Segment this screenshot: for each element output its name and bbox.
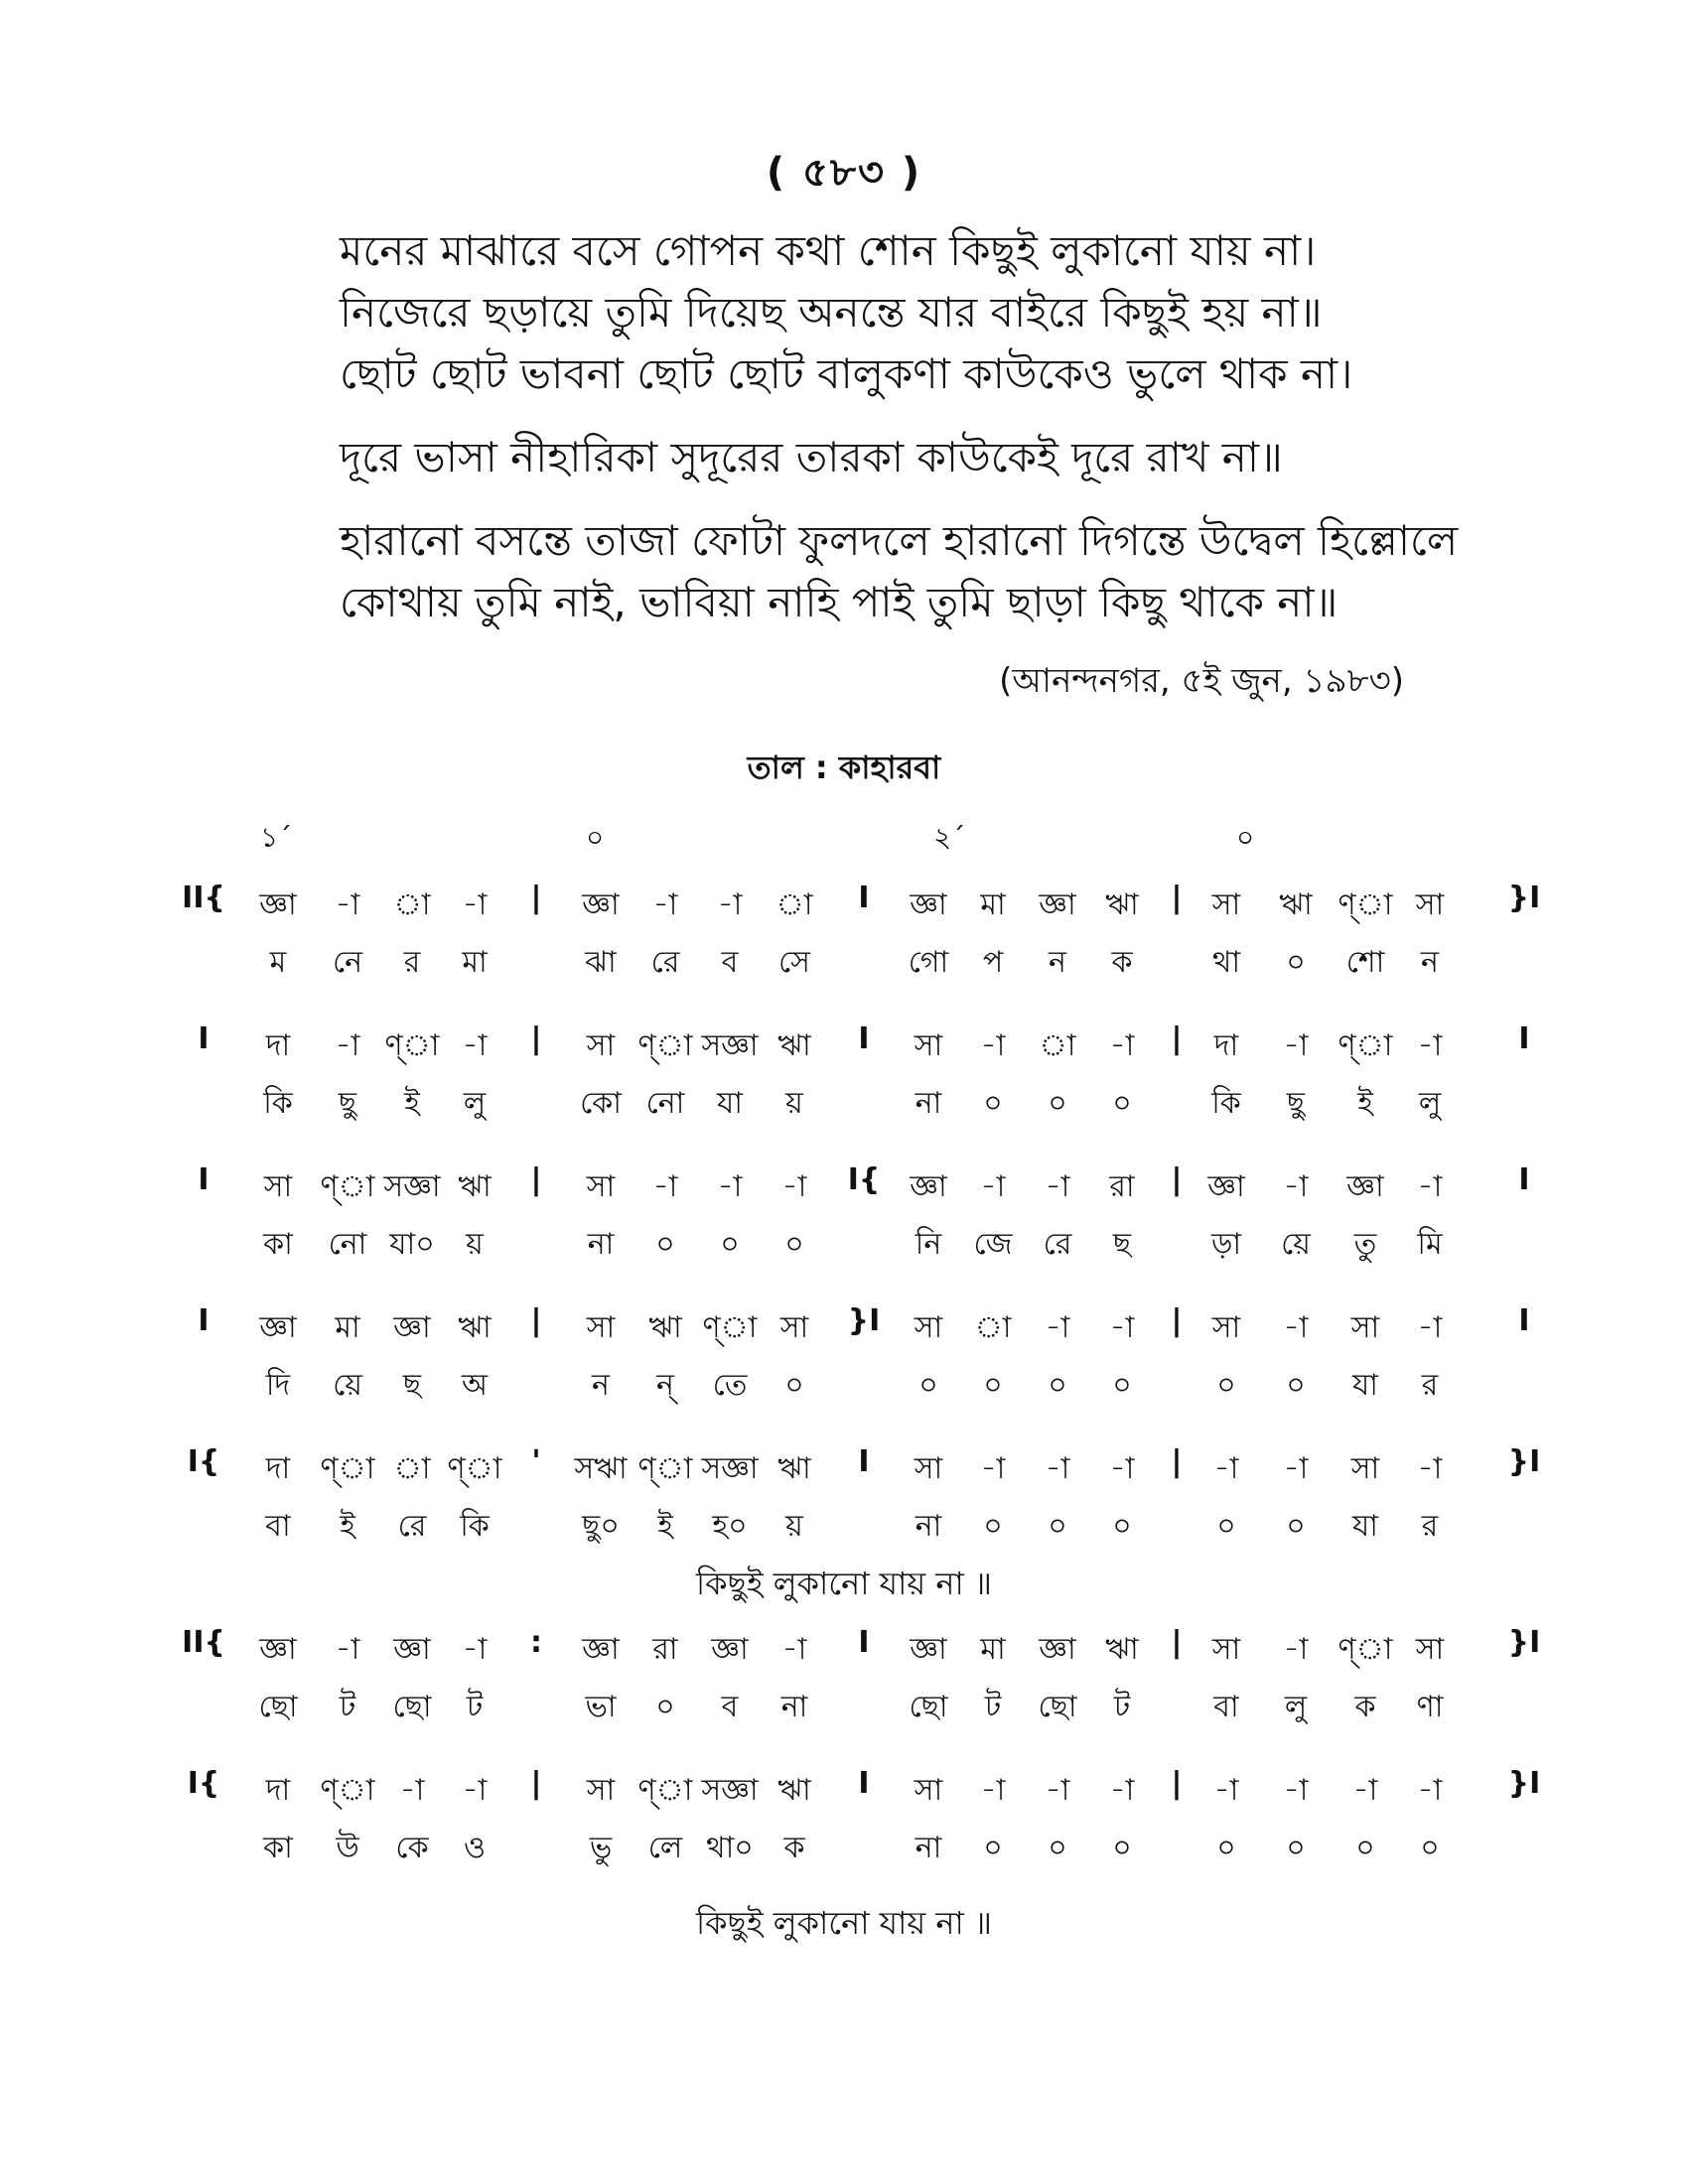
- swara-note: ঋা: [1105, 887, 1139, 922]
- swara-row: [0, 1162, 1688, 1202]
- lyric-syllable: ০: [720, 1227, 740, 1262]
- bar-line: I: [1518, 1162, 1530, 1197]
- beat-marker: ২´: [933, 821, 966, 854]
- swara-note: জ্ঞা: [910, 1632, 947, 1667]
- swara-note: ঋা: [777, 1028, 811, 1063]
- swara-note: -া: [781, 1169, 807, 1204]
- lyric-row: [0, 938, 1688, 978]
- bar-line: I: [1518, 1303, 1530, 1338]
- lyric-syllable: প: [982, 945, 1004, 980]
- lyric-syllable: শো: [1345, 945, 1385, 980]
- swara-note: -া: [1283, 1773, 1309, 1808]
- swara-note: -া: [1417, 1451, 1443, 1486]
- lyric-syllable: ভা: [585, 1690, 617, 1724]
- swara-note: সা: [586, 1169, 616, 1204]
- lyric-syllable: র: [1421, 1509, 1439, 1544]
- swara-note: -া: [1045, 1451, 1070, 1486]
- bar-line: I{: [187, 1444, 220, 1479]
- lyric-syllable: ক: [1354, 1690, 1376, 1724]
- bar-line: I{: [187, 1766, 220, 1801]
- lyric-syllable: য়: [785, 1509, 803, 1544]
- lyric-syllable: ০: [1216, 1368, 1236, 1403]
- swara-note: -া: [717, 887, 743, 922]
- swara-note: ঋা: [458, 1310, 492, 1345]
- bar-line: |: [1171, 1303, 1183, 1338]
- lyric-syllable: না: [780, 1690, 808, 1724]
- swara-note: -া: [980, 1169, 1006, 1204]
- bar-line: ': [531, 1444, 541, 1479]
- lyric-syllable: ০: [1048, 1368, 1067, 1403]
- lyric-syllable: লু: [1284, 1690, 1308, 1724]
- lyric-syllable: তু: [1353, 1227, 1377, 1262]
- poem-line: দূরে ভাসা নীহারিকা সুদূরের তারকা কাউকেই দূরে রাখ না॥: [340, 433, 1283, 481]
- swara-note: -া: [1417, 1028, 1443, 1063]
- lyric-syllable: রে: [397, 1509, 427, 1544]
- lyric-syllable: যা: [1352, 1509, 1378, 1544]
- bar-line: I{: [847, 1162, 881, 1197]
- poem-line: হারানো বসন্তে তাজা ফোটা ফুলদলে হারানো দিগন্তে উদ্বেল হিল্লোলে: [340, 516, 1459, 565]
- swara-note: ণ্া: [637, 1773, 693, 1808]
- lyric-syllable: কি: [263, 1086, 293, 1121]
- swara-note: জ্ঞা: [1039, 887, 1076, 922]
- lyric-syllable: ই: [1357, 1086, 1373, 1121]
- bar-line: |: [530, 1766, 542, 1801]
- swara-note: জ্ঞা: [259, 887, 297, 922]
- swara-note: ণ্া: [384, 1028, 440, 1063]
- lyric-syllable: ০: [1048, 1086, 1067, 1121]
- lyric-syllable: ০: [1112, 1368, 1132, 1403]
- lyric-syllable: দি: [265, 1368, 291, 1403]
- lyric-syllable: ট: [339, 1690, 356, 1724]
- lyric-syllable: ই: [404, 1086, 420, 1121]
- swara-note: -া: [652, 1169, 678, 1204]
- swara-note: ঋা: [1105, 1632, 1139, 1667]
- swara-note: সা: [1211, 1632, 1241, 1667]
- bar-line: I: [1518, 1022, 1530, 1056]
- swara-note: -া: [462, 1773, 488, 1808]
- swara-note: া: [393, 1451, 431, 1486]
- lyric-syllable: কে: [395, 1831, 429, 1865]
- swara-row: [0, 1303, 1688, 1343]
- bar-line: I: [858, 1766, 870, 1801]
- poem-line: নিজেরে ছড়ায়ে তুমি দিয়েছ অনন্তে যার বাইরে কিছুই হয় না॥: [340, 288, 1323, 337]
- lyric-syllable: থা: [1211, 945, 1241, 980]
- swara-note: জ্ঞা: [582, 887, 620, 922]
- bar-line: |: [1171, 881, 1183, 915]
- swara-note: -া: [1417, 1773, 1443, 1808]
- swara-note: -া: [1109, 1028, 1135, 1063]
- lyric-syllable: থা০: [706, 1831, 754, 1865]
- bar-line: II{: [182, 1625, 225, 1660]
- bar-line: |: [1171, 1766, 1183, 1801]
- lyric-row: [0, 1824, 1688, 1863]
- lyric-syllable: ছো: [258, 1690, 298, 1724]
- lyric-syllable: না: [914, 1509, 942, 1544]
- swara-note: সজ্ঞা: [701, 1773, 759, 1808]
- lyric-syllable: ন্: [656, 1368, 674, 1403]
- swara-note: জ্ঞা: [259, 1632, 297, 1667]
- swara-note: -া: [1283, 1632, 1309, 1667]
- bar-line: I: [198, 1162, 210, 1197]
- swara-note: সা: [1350, 1310, 1380, 1345]
- lyric-syllable: ছু: [338, 1086, 357, 1121]
- swara-note: দা: [1213, 1028, 1239, 1063]
- lyric-syllable: ০: [1286, 1831, 1306, 1865]
- swara-note: মা: [980, 1632, 1006, 1667]
- swara-note: -া: [1213, 1773, 1239, 1808]
- swara-note: সা: [914, 1773, 943, 1808]
- lyric-syllable: নো: [645, 1086, 685, 1121]
- swara-note: জ্ঞা: [1346, 1169, 1384, 1204]
- lyric-syllable: জে: [973, 1227, 1013, 1262]
- beat-marker: ১´: [260, 821, 293, 854]
- lyric-syllable: ও: [463, 1831, 487, 1865]
- lyric-syllable: না: [914, 1086, 942, 1121]
- lyric-syllable: ছ: [402, 1368, 422, 1403]
- lyric-syllable: ০: [784, 1368, 804, 1403]
- lyric-syllable: ০: [1112, 1509, 1132, 1544]
- lyric-syllable: লু: [1418, 1086, 1442, 1121]
- lyric-syllable: কো: [580, 1086, 622, 1121]
- beat-marker: ০: [1236, 821, 1255, 854]
- swara-note: সা: [1350, 1451, 1380, 1486]
- dateline: (আনন্দনগর, ৫ই জুন, ১৯৮৩): [999, 661, 1404, 701]
- swara-note: ণ্া: [320, 1773, 375, 1808]
- lyric-syllable: ০: [1286, 1368, 1306, 1403]
- swara-row: [0, 1625, 1688, 1665]
- swara-note: া: [1039, 1028, 1076, 1063]
- swara-note: -া: [1283, 1169, 1309, 1204]
- lyric-syllable: ০: [1048, 1831, 1067, 1865]
- swara-note: -া: [652, 887, 678, 922]
- lyric-syllable: য়ে: [1281, 1227, 1311, 1262]
- lyric-syllable: যা: [1352, 1368, 1378, 1403]
- swara-note: ণ্া: [637, 1451, 693, 1486]
- swara-note: -া: [980, 1451, 1006, 1486]
- swara-note: -া: [1213, 1451, 1239, 1486]
- lyric-syllable: ০: [1286, 1509, 1306, 1544]
- swara-note: মা: [980, 887, 1006, 922]
- swara-note: সঋা: [574, 1451, 628, 1486]
- swara-note: সা: [779, 1310, 809, 1345]
- swara-note: সজ্ঞা: [383, 1169, 441, 1204]
- swara-note: -া: [1417, 1169, 1443, 1204]
- lyric-syllable: ক: [1111, 945, 1133, 980]
- bar-line: II{: [182, 881, 225, 915]
- bar-line: I: [858, 1444, 870, 1479]
- beat-marker: ০: [586, 821, 605, 854]
- swara-row: [0, 881, 1688, 920]
- beat-markers: [0, 816, 1688, 856]
- swara-note: সা: [263, 1169, 293, 1204]
- lyric-syllable: ট: [466, 1690, 484, 1724]
- lyric-syllable: তে: [712, 1368, 748, 1403]
- swara-note: জ্ঞা: [1207, 1169, 1245, 1204]
- swara-note: া: [974, 1310, 1012, 1345]
- lyric-syllable: ম: [269, 945, 287, 980]
- poem-text: [340, 220, 1531, 633]
- swara-note: সা: [586, 1028, 616, 1063]
- lyric-syllable: ছু০: [582, 1509, 620, 1544]
- swara-note: -া: [781, 1632, 807, 1667]
- swara-row: [0, 1444, 1688, 1484]
- bar-line: :: [530, 1625, 542, 1660]
- swara-note: -া: [335, 1632, 360, 1667]
- lyric-syllable: ০: [1216, 1509, 1236, 1544]
- bar-line: |: [530, 881, 542, 915]
- swara-note: দা: [265, 1451, 291, 1486]
- lyric-syllable: ট: [984, 1690, 1002, 1724]
- swara-note: জ্ঞা: [393, 1310, 431, 1345]
- lyric-syllable: য়ে: [333, 1368, 362, 1403]
- page-number: ( ৫৮৩ ): [766, 150, 922, 196]
- lyric-syllable: লু: [463, 1086, 487, 1121]
- lyric-syllable: ০: [655, 1690, 675, 1724]
- poem-line: কোথায় তুমি নাই, ভাবিয়া নাহি পাই তুমি ছাড়া কিছু থাকে না॥: [340, 578, 1338, 626]
- swara-note: জ্ঞা: [910, 887, 947, 922]
- bar-line: |: [530, 1022, 542, 1056]
- lyric-syllable: কি: [1211, 1086, 1241, 1121]
- swara-note: -া: [335, 1028, 360, 1063]
- lyric-syllable: ব: [721, 945, 739, 980]
- lyric-row: [0, 1502, 1688, 1542]
- bar-line: |: [530, 1162, 542, 1197]
- lyric-syllable: য়: [785, 1086, 803, 1121]
- swara-note: মা: [335, 1310, 360, 1345]
- lyric-syllable: নো: [328, 1227, 367, 1262]
- poem-line: মনের মাঝারে বসে গোপন কথা শোন কিছুই লুকানো যায় না।: [340, 226, 1317, 275]
- lyric-syllable: যা: [717, 1086, 743, 1121]
- swara-note: সা: [914, 1451, 943, 1486]
- lyric-syllable: অ: [462, 1368, 488, 1403]
- bar-line: I: [198, 1022, 210, 1056]
- lyric-syllable: ০: [983, 1831, 1003, 1865]
- swara-note: -া: [1283, 1028, 1309, 1063]
- lyric-syllable: ০: [1355, 1831, 1375, 1865]
- swara-note: সা: [1415, 887, 1445, 922]
- bar-line: }I: [1507, 881, 1541, 915]
- lyric-syllable: ০: [1112, 1086, 1132, 1121]
- swara-note: ণ্া: [320, 1169, 375, 1204]
- lyric-syllable: ছো: [1038, 1690, 1077, 1724]
- swara-note: ঋা: [777, 1773, 811, 1808]
- swara-note: ণ্া: [702, 1310, 758, 1345]
- swara-note: জ্ঞা: [910, 1169, 947, 1204]
- bar-line: I: [198, 1303, 210, 1338]
- bar-line: }I: [847, 1303, 881, 1338]
- lyric-syllable: ন: [592, 1368, 610, 1403]
- lyric-syllable: বা: [265, 1509, 291, 1544]
- lyric-syllable: ০: [918, 1368, 938, 1403]
- lyric-syllable: সে: [778, 945, 810, 980]
- bar-line: |: [1171, 1162, 1183, 1197]
- swara-note: -া: [1109, 1310, 1135, 1345]
- bar-line: |: [1171, 1022, 1183, 1056]
- lyric-syllable: ক: [783, 1831, 805, 1865]
- lyric-syllable: ০: [1112, 1831, 1132, 1865]
- lyric-syllable: ঝা: [585, 945, 617, 980]
- bar-line: |: [1171, 1444, 1183, 1479]
- poem-line: ছোট ছোট ভাবনা ছোট ছোট বালুকণা কাউকেও ভুলে থাক না।: [340, 349, 1353, 398]
- swara-note: া: [393, 887, 431, 922]
- swara-note: ণ্া: [447, 1451, 502, 1486]
- bar-line: }I: [1507, 1625, 1541, 1660]
- lyric-syllable: ড়া: [1210, 1227, 1242, 1262]
- lyric-syllable: ০: [655, 1227, 675, 1262]
- lyric-syllable: ০: [983, 1086, 1003, 1121]
- swara-note: -া: [1283, 1451, 1309, 1486]
- lyric-syllable: বা: [1213, 1690, 1239, 1724]
- swara-note: সা: [914, 1028, 943, 1063]
- swara-note: ণ্া: [637, 1028, 693, 1063]
- swara-note: সা: [1211, 1310, 1241, 1345]
- lyric-syllable: ০: [983, 1368, 1003, 1403]
- swara-note: সা: [1211, 887, 1241, 922]
- swara-note: া: [775, 887, 813, 922]
- swara-note: ণ্া: [1337, 1632, 1393, 1667]
- lyric-syllable: ০: [983, 1509, 1003, 1544]
- tala-heading: তাল : কাহারবা: [747, 749, 941, 786]
- swara-note: সা: [1415, 1632, 1445, 1667]
- swara-note: জ্ঞা: [711, 1632, 749, 1667]
- lyric-syllable: না: [914, 1831, 942, 1865]
- swara-note: ঋা: [648, 1310, 682, 1345]
- lyric-row: [0, 1079, 1688, 1119]
- lyric-syllable: ই: [340, 1509, 355, 1544]
- lyric-syllable: র: [1421, 1368, 1439, 1403]
- swara-note: সজ্ঞা: [701, 1028, 759, 1063]
- swara-note: জ্ঞা: [393, 1632, 431, 1667]
- bar-line: I: [858, 881, 870, 915]
- lyric-syllable: কা: [263, 1831, 293, 1865]
- swara-note: রা: [652, 1632, 678, 1667]
- swara-note: -া: [1109, 1451, 1135, 1486]
- swara-note: জ্ঞা: [259, 1310, 297, 1345]
- lyric-syllable: ছু: [1286, 1086, 1306, 1121]
- swara-note: -া: [980, 1773, 1006, 1808]
- swara-note: সা: [586, 1773, 616, 1808]
- swara-note: ণ্া: [320, 1451, 375, 1486]
- lyric-syllable: কা: [263, 1227, 293, 1262]
- swara-note: -া: [335, 887, 360, 922]
- bar-line: }I: [1507, 1766, 1541, 1801]
- lyric-syllable: ০: [1286, 945, 1306, 980]
- bar-line: I: [858, 1625, 870, 1660]
- lyric-syllable: ণা: [1416, 1690, 1444, 1724]
- lyric-syllable: ট: [1113, 1690, 1131, 1724]
- lyric-syllable: র: [403, 945, 421, 980]
- lyric-syllable: মি: [1417, 1227, 1443, 1262]
- bar-line: |: [530, 1303, 542, 1338]
- lyric-syllable: নি: [914, 1227, 942, 1262]
- swara-note: রা: [1109, 1169, 1135, 1204]
- lyric-syllable: লে: [647, 1831, 683, 1865]
- swara-note: সা: [914, 1310, 943, 1345]
- swara-note: দা: [265, 1028, 291, 1063]
- lyric-row: [0, 1361, 1688, 1401]
- lyric-syllable: হ০: [712, 1509, 748, 1544]
- swara-note: জ্ঞা: [1039, 1632, 1076, 1667]
- lyric-syllable: ০: [784, 1227, 804, 1262]
- swara-note: -া: [1283, 1310, 1309, 1345]
- lyric-syllable: কি: [460, 1509, 490, 1544]
- lyric-syllable: যা০: [389, 1227, 435, 1262]
- swara-note: -া: [1045, 1773, 1070, 1808]
- lyric-syllable: নে: [332, 945, 363, 980]
- swara-note: দা: [265, 1773, 291, 1808]
- lyric-syllable: মা: [462, 945, 488, 980]
- bar-line: I: [858, 1022, 870, 1056]
- swara-note: ণ্া: [1337, 1028, 1393, 1063]
- swara-row: [0, 1022, 1688, 1061]
- bar-line: }I: [1507, 1444, 1541, 1479]
- lyric-syllable: ই: [657, 1509, 673, 1544]
- swara-note: ঋা: [777, 1451, 811, 1486]
- lyric-syllable: ন: [1421, 945, 1439, 980]
- swara-note: -া: [1109, 1773, 1135, 1808]
- lyric-syllable: ছ: [1112, 1227, 1132, 1262]
- lyric-syllable: ০: [1216, 1831, 1236, 1865]
- swara-note: -া: [1045, 1310, 1070, 1345]
- swara-note: সজ্ঞা: [701, 1451, 759, 1486]
- swara-note: -া: [1045, 1169, 1070, 1204]
- swara-note: -া: [1417, 1310, 1443, 1345]
- swara-note: -া: [980, 1028, 1006, 1063]
- swara-note: -া: [717, 1169, 743, 1204]
- swara-note: ঋা: [1279, 887, 1313, 922]
- lyric-syllable: ০: [1420, 1831, 1440, 1865]
- swara-note: -া: [1352, 1773, 1378, 1808]
- swara-note: -া: [462, 1028, 488, 1063]
- lyric-syllable: ছো: [392, 1690, 432, 1724]
- lyric-syllable: উ: [336, 1831, 359, 1865]
- lyric-syllable: রে: [650, 945, 680, 980]
- lyric-row: [0, 1683, 1688, 1722]
- lyric-row: [0, 1220, 1688, 1260]
- lyric-syllable: না: [587, 1227, 615, 1262]
- lyric-syllable: গো: [908, 945, 949, 980]
- bar-line: |: [1171, 1625, 1183, 1660]
- lyric-syllable: য়: [466, 1227, 484, 1262]
- swara-note: -া: [399, 1773, 425, 1808]
- swara-note: ঋা: [458, 1169, 492, 1204]
- lyric-syllable: ০: [1048, 1509, 1067, 1544]
- refrain-line: কিছুই লুকানো যায় না ॥: [695, 1904, 993, 1942]
- swara-note: সা: [586, 1310, 616, 1345]
- swara-note: জ্ঞা: [582, 1632, 620, 1667]
- lyric-syllable: ছো: [909, 1690, 948, 1724]
- lyric-syllable: ন: [1049, 945, 1066, 980]
- lyric-syllable: ভু: [589, 1831, 613, 1865]
- swara-note: ণ্া: [1337, 887, 1393, 922]
- swara-row: [0, 1766, 1688, 1806]
- lyric-syllable: রে: [1043, 1227, 1072, 1262]
- refrain-line: কিছুই লুকানো যায় না ॥: [695, 1565, 993, 1602]
- lyric-syllable: ব: [721, 1690, 739, 1724]
- swara-note: -া: [462, 1632, 488, 1667]
- swara-note: -া: [462, 887, 488, 922]
